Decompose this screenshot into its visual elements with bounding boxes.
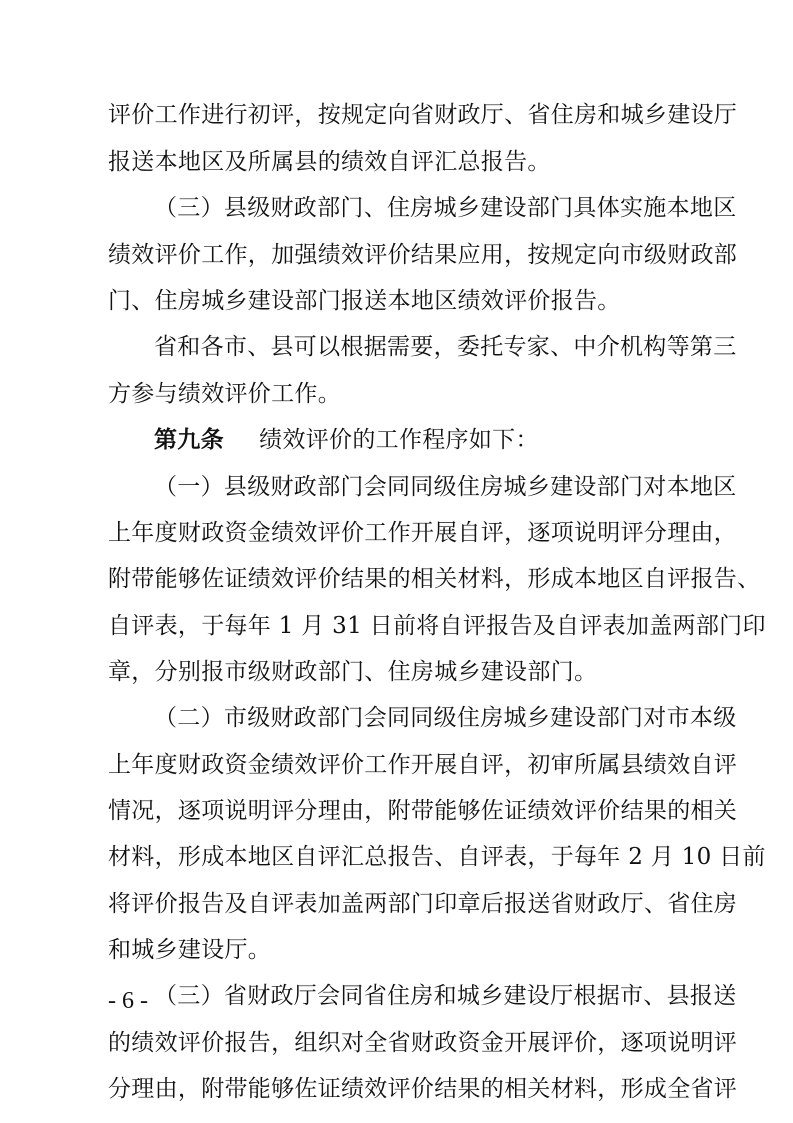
paragraph-line: 和城乡建设厅。	[108, 937, 272, 963]
paragraph-line: 省和各市、县可以根据需要，委托专家、中介机构等第三	[154, 334, 737, 360]
paragraph-line: （三）省财政厅会同省住房和城乡建设厅根据市、县报送	[154, 983, 737, 1009]
paragraph-line: 附带能够佐证绩效评价结果的相关材料，形成本地区自评报告、	[108, 566, 761, 592]
article-heading: 第九条	[154, 426, 224, 453]
paragraph-line: 分理由，附带能够佐证绩效评价结果的相关材料，形成全省评	[108, 1076, 738, 1102]
paragraph-line: 自评表，于每年 1 月 31 日前将自评报告及自评表加盖两部门印	[108, 613, 766, 639]
article-heading-text: 绩效评价的工作程序如下：	[259, 427, 539, 453]
paragraph-line: 评价工作进行初评，按规定向省财政厅、省住房和城乡建设厅	[108, 102, 738, 128]
page-number: - 6 -	[108, 988, 148, 1014]
paragraph-line: 门、住房城乡建设部门报送本地区绩效评价报告。	[108, 288, 621, 314]
paragraph-line: 章，分别报市级财政部门、住房城乡建设部门。	[108, 659, 598, 685]
paragraph-line: （二）市级财政部门会同同级住房城乡建设部门对市本级	[154, 705, 737, 731]
paragraph-line: 材料，形成本地区自评汇总报告、自评表，于每年 2 月 10 日前	[108, 844, 766, 870]
paragraph-line: （三）县级财政部门、住房城乡建设部门具体实施本地区	[154, 195, 737, 221]
paragraph-line: 报送本地区及所属县的绩效自评汇总报告。	[108, 149, 551, 175]
paragraph-line: 绩效评价工作，加强绩效评价结果应用，按规定向市级财政部	[108, 242, 738, 268]
paragraph-line: 上年度财政资金绩效评价工作开展自评，初审所属县绩效自评	[108, 752, 738, 778]
paragraph-line: 将评价报告及自评表加盖两部门印章后报送省财政厅、省住房	[108, 891, 738, 917]
article-line	[154, 416, 694, 464]
paragraph-line: 情况，逐项说明评分理由，附带能够佐证绩效评价结果的相关	[108, 798, 738, 824]
paragraph-line: 的绩效评价报告，组织对全省财政资金开展评价，逐项说明评	[108, 1030, 738, 1056]
paragraph-line: （一）县级财政部门会同同级住房城乡建设部门对本地区	[154, 474, 737, 500]
paragraph-line: 上年度财政资金绩效评价工作开展自评，逐项说明评分理由，	[108, 520, 738, 546]
paragraph-line: 方参与绩效评价工作。	[108, 381, 341, 407]
